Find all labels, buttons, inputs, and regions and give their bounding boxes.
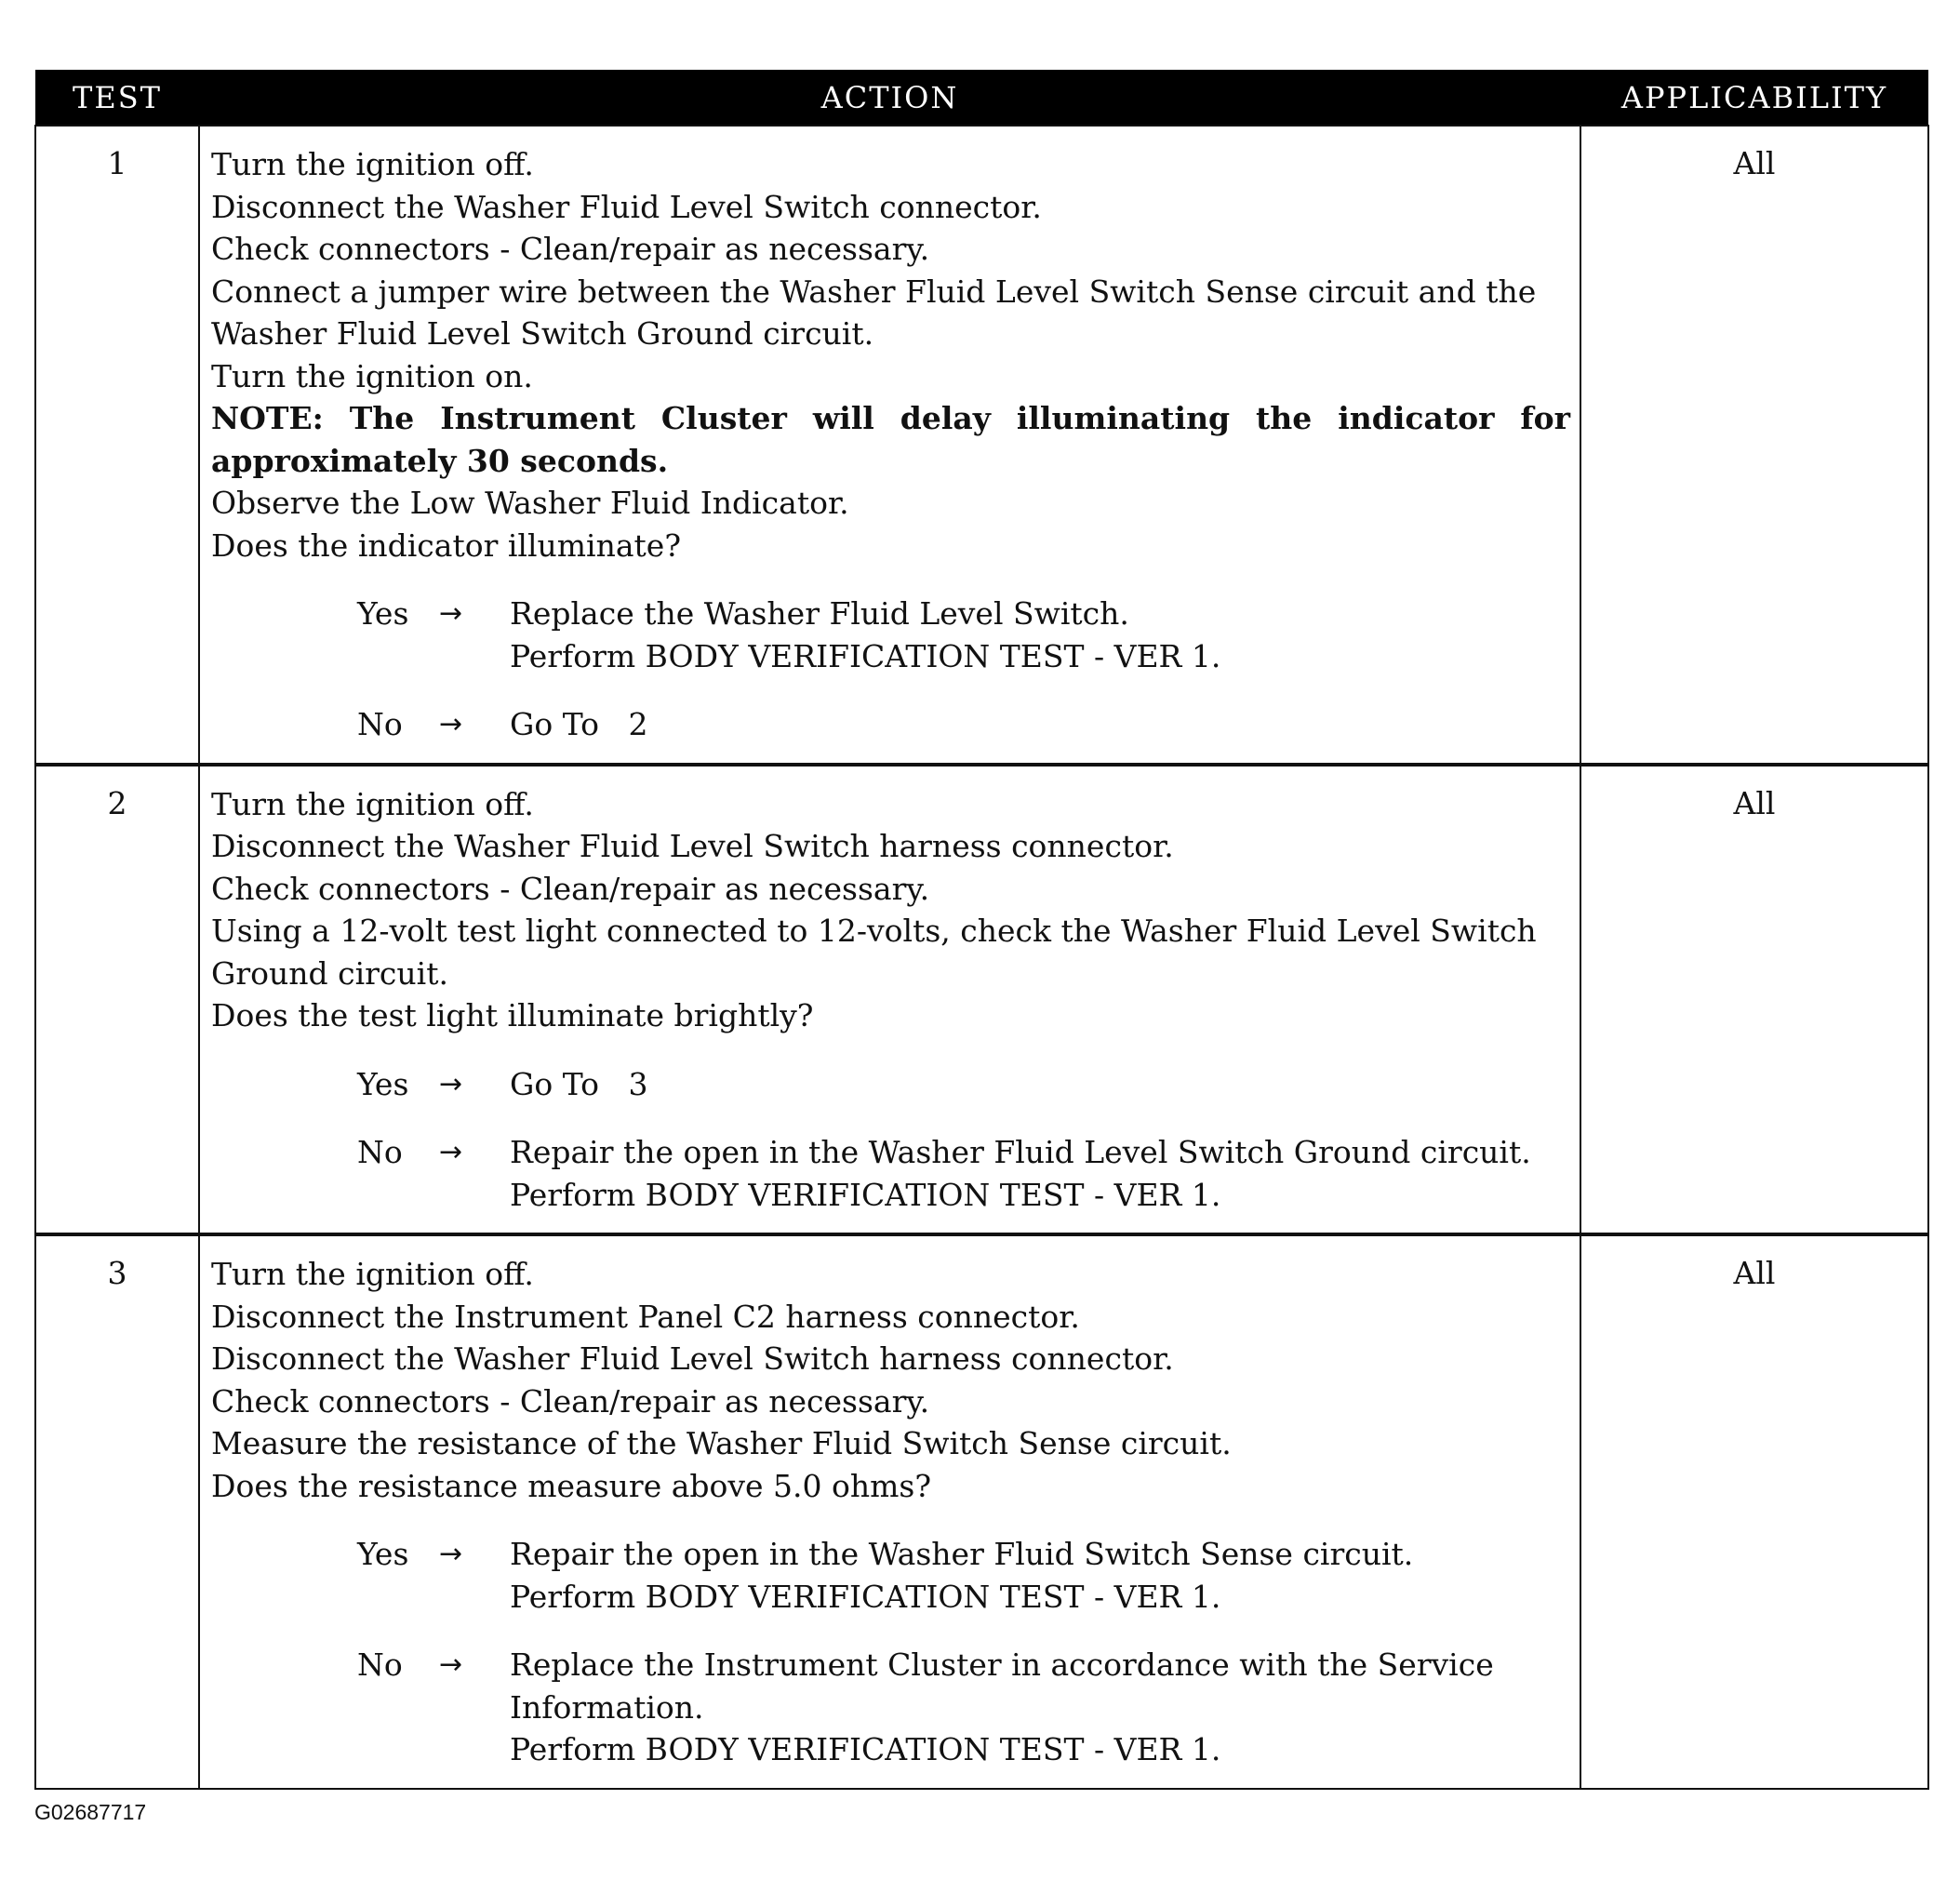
- outcome-label: No: [357, 1646, 403, 1683]
- outcome-line: Repair the open in the Washer Fluid Level Switch Ground circuit.: [510, 1134, 1531, 1170]
- diagnostic-test-table: [34, 70, 1929, 1790]
- header-applicability: APPLICABILITY: [1580, 70, 1928, 126]
- test-number: 2: [35, 765, 199, 1235]
- action-step: Turn the ignition off.: [211, 146, 534, 182]
- action-step: Observe the Low Washer Fluid Indicator.: [211, 485, 849, 521]
- action-step: Does the resistance measure above 5.0 ohms?: [211, 1467, 932, 1504]
- outcome-no: [211, 1131, 1570, 1216]
- outcome-no: [211, 703, 1570, 746]
- outcome-line: Replace the Instrument Cluster in accordance with the Service Information.: [510, 1646, 1494, 1726]
- outcome-text: [510, 1644, 1570, 1771]
- outcome-line: Perform BODY VERIFICATION TEST - VER 1.: [510, 1578, 1221, 1615]
- action-step: Turn the ignition off.: [211, 785, 534, 822]
- action-step: Check connectors - Clean/repair as necessary.: [211, 1382, 930, 1420]
- outcome-text: [510, 593, 1570, 677]
- outcome-line: Go To 3: [510, 1065, 648, 1102]
- outcome-line: Perform BODY VERIFICATION TEST - VER 1.: [510, 1731, 1221, 1767]
- test-number: 1: [35, 126, 199, 765]
- action-step: Disconnect the Washer Fluid Level Switch connector.: [211, 188, 1042, 225]
- action-step: Disconnect the Washer Fluid Level Switch harness connector.: [211, 1340, 1174, 1377]
- action-step: Does the indicator illuminate?: [211, 527, 682, 564]
- action-cell: [199, 765, 1580, 1235]
- outcome-text: [510, 1131, 1570, 1216]
- outcome-yes: [211, 1063, 1570, 1106]
- test-row-2: [35, 765, 1928, 1235]
- header-test: TEST: [35, 70, 199, 126]
- applicability-value: All: [1580, 126, 1928, 765]
- applicability-value: All: [1580, 765, 1928, 1235]
- action-step: Using a 12-volt test light connected to 12-volts, check the Washer Fluid Level Switch Ground circuit.: [211, 913, 1537, 992]
- figure-id: G02687717: [34, 1800, 147, 1824]
- outcomes: [211, 1533, 1570, 1771]
- outcome-label: Yes: [357, 595, 409, 632]
- right-arrow-icon: →: [439, 1538, 463, 1570]
- outcomes: [211, 593, 1570, 746]
- action-cell: [199, 1234, 1580, 1789]
- action-step: Turn the ignition off.: [211, 1256, 534, 1292]
- table-header-row: [35, 70, 1928, 126]
- outcome-yes: [211, 1533, 1570, 1618]
- outcome-label: Yes: [357, 1536, 409, 1572]
- outcomes: [211, 1063, 1570, 1217]
- applicability-value: All: [1580, 1234, 1928, 1789]
- right-arrow-icon: →: [439, 1648, 463, 1681]
- outcome-label: No: [357, 706, 403, 742]
- action-note: NOTE: The Instrument Cluster will delay illuminating the indicator for approximately 30 seconds.: [211, 400, 1570, 479]
- test-row-3: [35, 1234, 1928, 1789]
- outcome-text: [510, 1063, 1570, 1106]
- test-row-1: [35, 126, 1928, 765]
- outcome-text: [510, 1533, 1570, 1618]
- header-action: ACTION: [199, 70, 1580, 126]
- action-step: Check connectors - Clean/repair as necessary.: [211, 870, 930, 907]
- action-step: Does the test light illuminate brightly?: [211, 997, 814, 1033]
- outcome-line: Perform BODY VERIFICATION TEST - VER 1.: [510, 637, 1221, 674]
- outcome-label: Yes: [357, 1065, 409, 1102]
- action-step: Measure the resistance of the Washer Fluid Switch Sense circuit.: [211, 1425, 1232, 1461]
- outcome-line: Perform BODY VERIFICATION TEST - VER 1.: [510, 1176, 1221, 1213]
- outcome-no: [211, 1644, 1570, 1771]
- right-arrow-icon: →: [439, 1067, 463, 1100]
- outcome-yes: [211, 593, 1570, 677]
- action-step: Turn the ignition on.: [211, 357, 533, 394]
- action-step: Disconnect the Washer Fluid Level Switch harness connector.: [211, 828, 1174, 864]
- action-step: Connect a jumper wire between the Washer Fluid Level Switch Sense circuit and the Washer Fluid Level Switch Ground circuit.: [211, 273, 1537, 352]
- test-number: 3: [35, 1234, 199, 1789]
- right-arrow-icon: →: [439, 1136, 463, 1168]
- outcome-line: Replace the Washer Fluid Level Switch.: [510, 595, 1129, 632]
- action-step: Disconnect the Instrument Panel C2 harness connector.: [211, 1298, 1080, 1335]
- action-step: Check connectors - Clean/repair as necessary.: [211, 231, 930, 267]
- right-arrow-icon: →: [439, 597, 463, 630]
- right-arrow-icon: →: [439, 708, 463, 740]
- outcome-line: Repair the open in the Washer Fluid Switch Sense circuit.: [510, 1536, 1414, 1572]
- outcome-text: [510, 703, 1570, 746]
- outcome-label: No: [357, 1134, 403, 1170]
- action-cell: [199, 126, 1580, 765]
- outcome-line: Go To 2: [510, 706, 648, 742]
